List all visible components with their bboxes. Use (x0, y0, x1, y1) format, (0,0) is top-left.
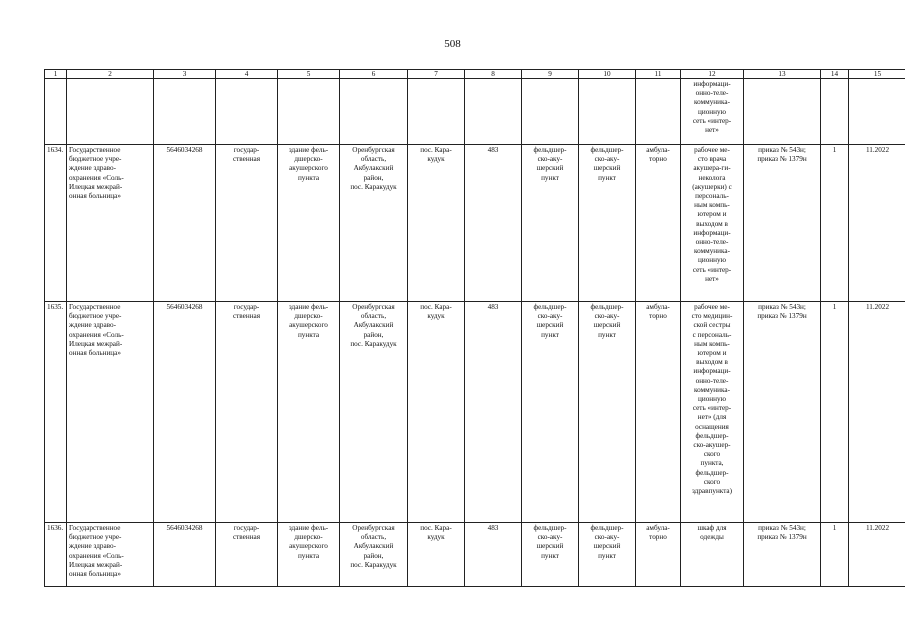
empty-cell (579, 79, 636, 145)
header-row (45, 70, 905, 79)
quantity-cell: 1 (821, 145, 849, 302)
address-cell: Оренбургская область, Акбулакский район, пос. Каракудук (340, 145, 408, 302)
header-cell: 1 (45, 70, 67, 79)
header-cell: 11 (636, 70, 681, 79)
population-cell: 483 (465, 302, 522, 523)
unit-type-cell: фельдшер- ско-аку- шерский пункт (522, 523, 579, 587)
organization-cell: Государственное бюджетное учре- ждение здраво- охранения «Соль- Илецкая межрай- онная больница» (67, 523, 154, 587)
date-cell: 11.2022 (849, 523, 905, 587)
unit-name-cell: фельдшер- ско-аку- шерский пункт (579, 145, 636, 302)
care-form-cell: амбула- торно (636, 523, 681, 587)
care-form-cell: амбула- торно (636, 302, 681, 523)
order-cell: приказ № 543н; приказ № 1379н (744, 302, 821, 523)
header-cell: 8 (465, 70, 522, 79)
header-cell: 2 (67, 70, 154, 79)
empty-cell (849, 79, 905, 145)
header-cell: 12 (681, 70, 744, 79)
inn-cell: 5646034268 (154, 302, 216, 523)
table-row (45, 523, 905, 587)
header-cell: 10 (579, 70, 636, 79)
population-cell: 483 (465, 523, 522, 587)
row-number: 1635. (45, 302, 67, 523)
header-cell: 6 (340, 70, 408, 79)
empty-cell (45, 79, 67, 145)
row-number: 1636. (45, 523, 67, 587)
header-cell: 3 (154, 70, 216, 79)
unit-name-cell: фельдшер- ско-аку- шерский пункт (579, 523, 636, 587)
empty-cell (522, 79, 579, 145)
equipment-cell: рабочее ме- сто медицин- ской сестры с персональ- ным компь- ютером и выходом в информаци- онно-теле- коммуника- ционную сеть «интер- нет» (для оснащения фельдшер- ско-акушер- ского пункта, фельдшер- ского здравпункта) (681, 302, 744, 523)
equipment-cell: рабочее ме- сто врача акушера-ги- неколога (акушерки) с персональ- ным компь- ютером и выходом в информаци- онно-теле- коммуника- ционную сеть «интер- нет» (681, 145, 744, 302)
quantity-cell: 1 (821, 302, 849, 523)
empty-cell (340, 79, 408, 145)
unit-type-cell: фельдшер- ско-аку- шерский пункт (522, 145, 579, 302)
address-cell: Оренбургская область, Акбулакский район, пос. Каракудук (340, 302, 408, 523)
header-cell: 14 (821, 70, 849, 79)
inn-cell: 5646034268 (154, 523, 216, 587)
empty-cell (67, 79, 154, 145)
empty-cell (216, 79, 278, 145)
header-cell: 9 (522, 70, 579, 79)
page-number: 508 (444, 38, 461, 50)
quantity-cell: 1 (821, 523, 849, 587)
building-cell: здание фель- дшерско- акушерского пункта (278, 302, 340, 523)
inn-cell: 5646034268 (154, 145, 216, 302)
order-cell: приказ № 543н; приказ № 1379н (744, 145, 821, 302)
empty-cell (744, 79, 821, 145)
order-cell: приказ № 543н; приказ № 1379н (744, 523, 821, 587)
date-cell: 11.2022 (849, 302, 905, 523)
header-cell: 15 (849, 70, 905, 79)
header-cell: 7 (408, 70, 465, 79)
settlement-cell: пос. Кара- кудук (408, 523, 465, 587)
address-cell: Оренбургская область, Акбулакский район, пос. Каракудук (340, 523, 408, 587)
equipment-cell: информаци- онно-теле- коммуника- ционную сеть «интер- нет» (681, 79, 744, 145)
header-cell: 5 (278, 70, 340, 79)
empty-cell (278, 79, 340, 145)
organization-cell: Государственное бюджетное учре- ждение здраво- охранения «Соль- Илецкая межрай- онная больница» (67, 145, 154, 302)
unit-type-cell: фельдшер- ско-аку- шерский пункт (522, 302, 579, 523)
empty-cell (465, 79, 522, 145)
empty-cell (636, 79, 681, 145)
unit-name-cell: фельдшер- ско-аку- шерский пункт (579, 302, 636, 523)
date-cell: 11.2022 (849, 145, 905, 302)
header-cell: 13 (744, 70, 821, 79)
registry-table (44, 69, 905, 587)
building-cell: здание фель- дшерско- акушерского пункта (278, 145, 340, 302)
continuation-row (45, 79, 905, 145)
ownership-cell: государ- ственная (216, 523, 278, 587)
table-row (45, 145, 905, 302)
table-row (45, 302, 905, 523)
header-cell: 4 (216, 70, 278, 79)
empty-cell (154, 79, 216, 145)
ownership-cell: государ- ственная (216, 302, 278, 523)
settlement-cell: пос. Кара- кудук (408, 302, 465, 523)
equipment-cell: шкаф для одежды (681, 523, 744, 587)
empty-cell (408, 79, 465, 145)
row-number: 1634. (45, 145, 67, 302)
population-cell: 483 (465, 145, 522, 302)
organization-cell: Государственное бюджетное учре- ждение здраво- охранения «Соль- Илецкая межрай- онная больница» (67, 302, 154, 523)
ownership-cell: государ- ственная (216, 145, 278, 302)
care-form-cell: амбула- торно (636, 145, 681, 302)
building-cell: здание фель- дшерско- акушерского пункта (278, 523, 340, 587)
settlement-cell: пос. Кара- кудук (408, 145, 465, 302)
empty-cell (821, 79, 849, 145)
